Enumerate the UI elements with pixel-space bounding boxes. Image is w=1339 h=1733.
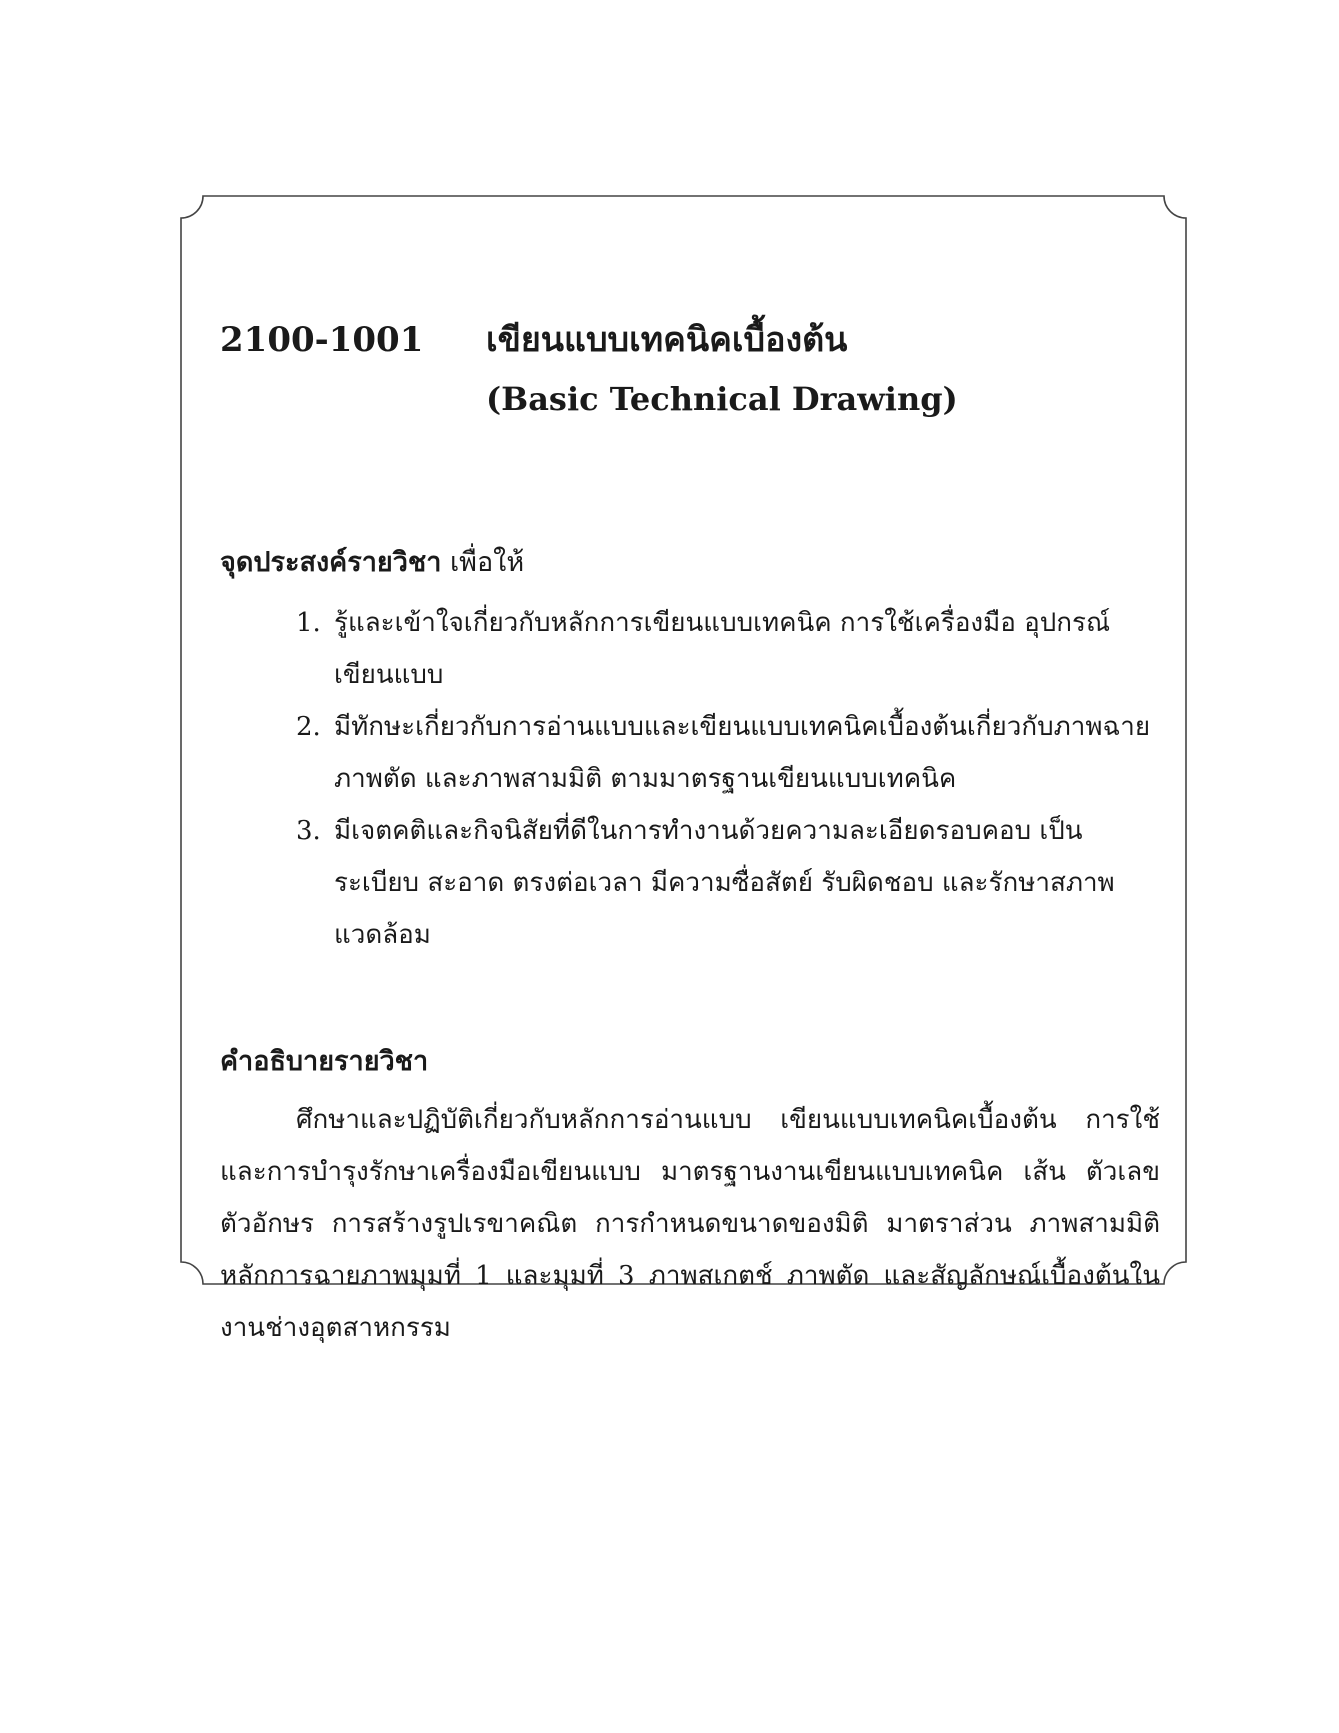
course-title-english: (Basic Technical Drawing) — [486, 380, 958, 418]
objectives-heading — [220, 540, 1160, 583]
description-heading — [220, 1039, 1160, 1082]
objectives-section — [220, 540, 1160, 961]
course-title-thai: เขียนแบบเทคนิคเบื้องต้น — [486, 320, 848, 360]
course-page — [220, 312, 1160, 1354]
objectives-list — [220, 597, 1160, 961]
list-item-text: รู้และเข้าใจเกี่ยวกับหลักการเขียนแบบเทคนิค การใช้เครื่องมือ อุปกรณ์เขียนแบบ — [334, 608, 1111, 690]
course-header — [220, 312, 1160, 366]
list-item — [296, 597, 1160, 701]
description-section — [220, 1039, 1160, 1354]
list-item-number: 2. — [296, 712, 321, 742]
course-code: 2100-1001 — [220, 320, 424, 360]
list-item-number: 3. — [296, 816, 321, 846]
list-item-text: มีเจตคติและกิจนิสัยที่ดีในการทำงานด้วยความละเอียดรอบคอบ เป็นระเบียบ สะอาด ตรงต่อเวลา มีความซื่อสัตย์ รับผิดชอบ และรักษาสภาพแวดล้อม — [334, 816, 1115, 950]
objectives-heading-bold: จุดประสงค์รายวิชา — [220, 547, 442, 578]
list-item-number: 1. — [296, 608, 321, 638]
list-item — [296, 805, 1160, 961]
description-text: ศึกษาและปฏิบัติเกี่ยวกับหลักการอ่านแบบ เขียนแบบเทคนิคเบื้องต้น การใช้และการบำรุงรักษาเครื่องมือเขียนแบบ มาตรฐานงานเขียนแบบเทคนิค เส้น ตัวเลข ตัวอักษร การสร้างรูปเรขาคณิต การกำหนดขนาดของมิติ มาตราส่วน ภาพสามมิติ หลักการฉายภาพมุมที่ 1 และมุมที่ 3 ภาพสเกตช์ ภาพตัด และสัญลักษณ์เบื้องต้นในงานช่างอุตสาหกรรม — [220, 1105, 1160, 1343]
description-heading-bold: คำอธิบายรายวิชา — [220, 1046, 429, 1077]
objectives-heading-suffix: เพื่อให้ — [441, 547, 525, 578]
list-item-text: มีทักษะเกี่ยวกับการอ่านแบบและเขียนแบบเทคนิคเบื้องต้นเกี่ยวกับภาพฉาย ภาพตัด และภาพสามมิติ ตามมาตรฐานเขียนแบบเทคนิค — [334, 712, 1151, 794]
list-item — [296, 701, 1160, 805]
